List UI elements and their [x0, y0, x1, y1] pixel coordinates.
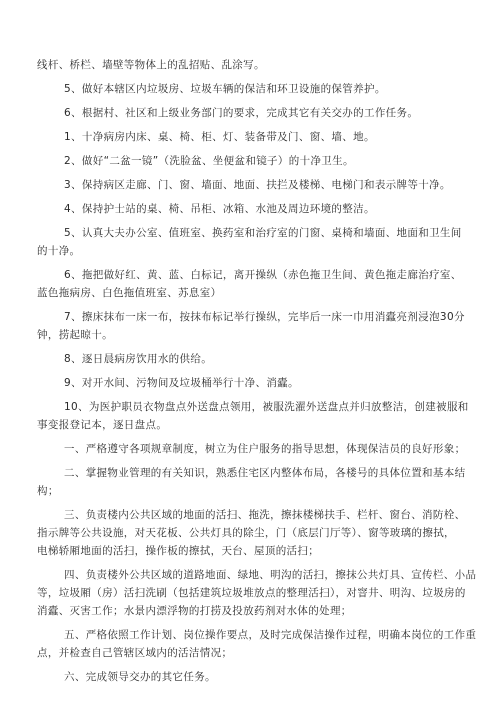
- text-line: 构；: [37, 485, 59, 497]
- text-line: 3、保持病区走廊、门、窗、墙面、地面、扶拦及楼梯、电梯门和表示牌等十净。: [64, 179, 451, 191]
- text-line: 蓝色拖病房、白色拖值班室、苏息室）: [37, 287, 222, 299]
- text-line: 事变报登记本，逐日盘点。: [37, 419, 168, 431]
- text-line: 6、根据村、社区和上级业务部门的要求，完成其它有关交办的工作任务。: [64, 107, 419, 119]
- text-line: 5、做好本辖区内垃圾房、垃圾车辆的保洁和环卫设施的保管养护。: [64, 83, 386, 95]
- text-line: 五、严格依照工作计划、岗位操作要点，及时完成保洁操作过程，明确本岗位的工作重: [64, 629, 477, 641]
- text-line: 9、对开水间、污物间及垃圾桶举行十净、消蠹。: [64, 377, 299, 389]
- text-line: 三、负责楼内公共区域的地面的活扫、拖洗，擦抹楼梯扶手、栏杆、窗台、消防栓、: [64, 509, 466, 521]
- text-line: 等，垃圾厢（房）活扫洗刷（包括建筑垃圾堆放点的整理活扫），对窨井、明沟、垃圾房的: [37, 587, 466, 599]
- text-line: 六、完成领导交办的其它任务。: [64, 671, 216, 683]
- text-line: 7、擦床抹布一床一布，按抹布标记举行操纵，完毕后一床一巾用消蠹亮剂浸泡30分: [64, 311, 465, 323]
- text-line: 10、为医护职员衣物盘点外送盘点领用，被服洗濯外送盘点并归放整洁，创建被服和: [64, 401, 469, 413]
- text-line: 四、负责楼外公共区域的道路地面、绿地、明沟的活扫，擦抹公共灯具、宣传栏、小品: [64, 569, 477, 581]
- text-line: 6、拖把做好红、黄、蓝、白标记，离开操纵（赤色拖卫生间、黄色拖走廊治疗室、: [64, 269, 462, 281]
- text-line: 电梯轿厢地面的活扫，操作板的擦拭，天台、屋顶的活扫；: [37, 545, 320, 557]
- text-line: 二、掌握物业管理的有关知识，熟悉住宅区内整体布局，各楼号的具体位置和基本结: [64, 467, 466, 479]
- text-line: 点，并检查自己管辖区域内的活洁情况；: [37, 647, 233, 659]
- text-line: 8、逐日晨病房饮用水的供给。: [64, 353, 213, 365]
- text-line: 5、认真大夫办公室、值班室、换药室和治疗室的门窗、桌椅和墙面、地面和卫生间: [64, 227, 462, 239]
- text-line: 4、保持护士站的桌、椅、吊柜、冰箱、水池及周边环境的整洁。: [64, 203, 375, 215]
- text-line: 的十净。: [37, 245, 81, 257]
- text-line: 消蠹、灭害工作；水景内漂浮物的打捞及投放药剂对水体的处理；: [37, 605, 352, 617]
- text-line: 一、严格遵守各项规章制度，树立为住户服务的指导思想，体现保洁员的良好形象；: [64, 443, 466, 455]
- text-line: 钟，捞起晾十。: [37, 329, 113, 341]
- text-line: 指示牌等公共设施，对天花板、公共灯具的除尘，门（底层门厅等）、窗等玻璃的擦拭，: [37, 527, 455, 539]
- text-line: 2、做好“二盆一镜”（洗脸盆、坐便盆和镜子）的十净卫生。: [64, 155, 354, 167]
- text-line: 1、十净病房内床、桌、椅、柜、灯、装备带及门、窗、墙、地。: [64, 131, 375, 143]
- text-line: 线杆、桥栏、墙壁等物体上的乱招贴、乱涂写。: [37, 59, 265, 71]
